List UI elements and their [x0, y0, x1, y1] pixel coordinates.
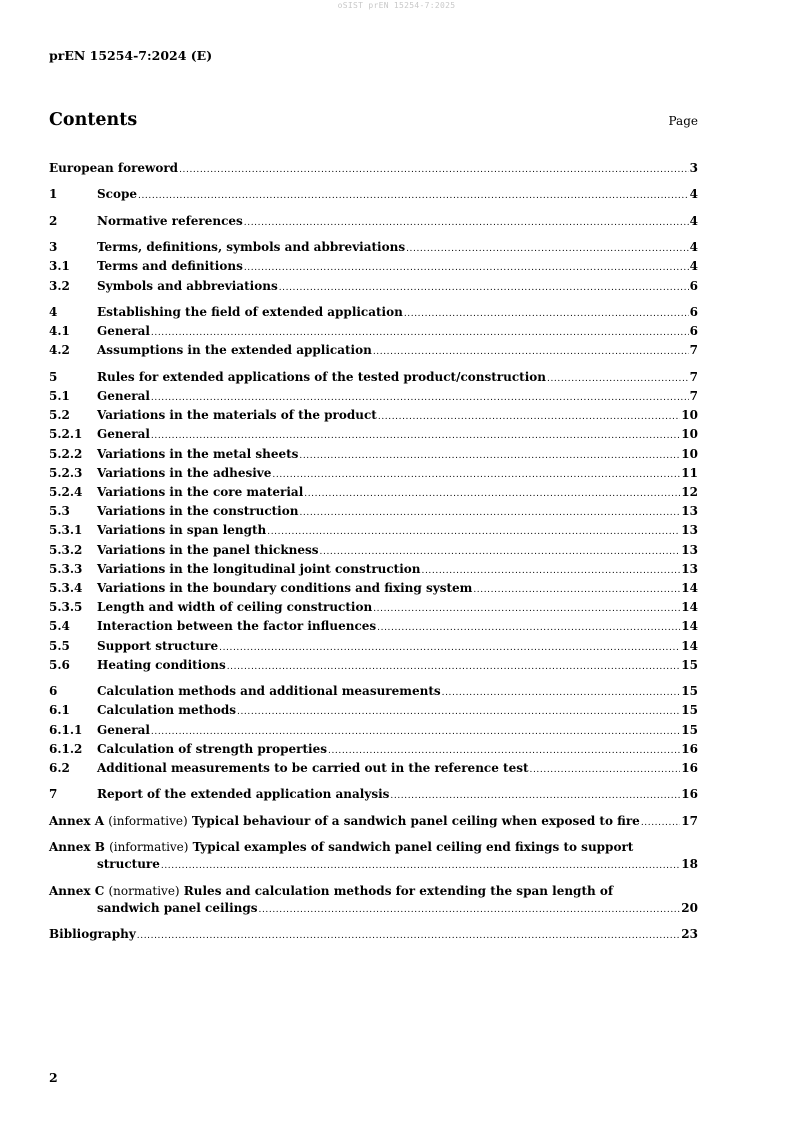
- toc-title: Establishing the field of extended application: [97, 304, 403, 319]
- toc-title: Rules for extended applications of the tested product/construction: [97, 369, 546, 384]
- toc-page: 14: [681, 638, 698, 653]
- toc-entry-5-2-3[interactable]: [49, 465, 698, 484]
- annex-heading: [49, 883, 698, 900]
- toc-page: 23: [681, 927, 698, 942]
- toc-entry-5-5[interactable]: [49, 638, 698, 657]
- toc-title: Assumptions in the extended application: [97, 343, 372, 358]
- toc-page: 12: [681, 484, 698, 499]
- toc-title: Variations in the longitudinal joint construction: [97, 561, 421, 576]
- leader-dots: [299, 505, 680, 522]
- toc-title: Variations in the panel thickness: [97, 542, 319, 557]
- leader-dots: [373, 344, 689, 361]
- toc-number: 5.4: [49, 619, 70, 634]
- toc-title: Variations in the metal sheets: [97, 446, 299, 461]
- toc-page: 18: [681, 857, 698, 872]
- toc-number: 5.5: [49, 638, 70, 653]
- toc-title: General: [97, 722, 150, 737]
- toc-title: Heating conditions: [97, 657, 226, 672]
- leader-dots: [406, 241, 689, 258]
- toc-entry-4-1[interactable]: [49, 323, 698, 342]
- toc-title: Calculation of strength properties: [97, 741, 327, 756]
- leader-dots: [244, 260, 689, 277]
- toc-title: Variations in the core material: [97, 484, 304, 499]
- toc-number: 6.1.2: [49, 741, 83, 756]
- toc-page: 10: [681, 427, 698, 442]
- toc-number: 3.2: [49, 278, 70, 293]
- toc-page: 13: [681, 542, 698, 557]
- toc-page: 4: [689, 259, 698, 274]
- toc-number: 3: [49, 240, 58, 255]
- toc-page: 6: [689, 304, 698, 319]
- toc-number: 5.1: [49, 388, 70, 403]
- toc-entry-6-1-1[interactable]: [49, 722, 698, 741]
- toc-entry-annex-c[interactable]: [49, 883, 698, 919]
- leader-dots: [547, 371, 689, 388]
- toc-entry-5-4[interactable]: [49, 618, 698, 637]
- leader-dots: [279, 280, 689, 297]
- toc-number: 5.6: [49, 657, 70, 672]
- toc-entry-4[interactable]: [49, 304, 698, 323]
- toc-number: 5.3.5: [49, 600, 83, 615]
- toc-number: 5.3.4: [49, 581, 83, 595]
- toc-number: 6.1: [49, 703, 70, 718]
- toc-entry-6-1[interactable]: [49, 702, 698, 721]
- toc-entry-6-2[interactable]: [49, 760, 698, 779]
- toc-page: 14: [681, 619, 698, 634]
- toc-title: General: [97, 427, 150, 442]
- annex-title: Typical behaviour of a sandwich panel ceiling when exposed to fire: [191, 813, 640, 828]
- annex-title-cont: sandwich panel ceilings: [97, 900, 258, 915]
- toc-page: 20: [681, 900, 698, 915]
- toc-page: 3: [689, 161, 698, 175]
- toc-entry-5-3-1[interactable]: [49, 522, 698, 541]
- toc-number: 5: [49, 369, 58, 384]
- toc-entry-3-2[interactable]: [49, 278, 698, 297]
- toc-entry-1[interactable]: [49, 186, 698, 205]
- toc-title: [49, 813, 640, 830]
- toc-page: 15: [681, 703, 698, 718]
- leader-dots: [179, 162, 689, 179]
- toc-number: 6.1.1: [49, 722, 83, 737]
- toc-number: 5.2: [49, 408, 70, 423]
- toc-entry-bibliography[interactable]: [49, 926, 698, 945]
- toc-page: 14: [681, 600, 698, 615]
- toc-number: 5.3: [49, 504, 70, 519]
- toc-title: Bibliography: [49, 927, 136, 942]
- annex-heading: [49, 839, 698, 856]
- toc-title: Calculation methods: [97, 703, 237, 718]
- toc-page: 13: [681, 504, 698, 519]
- toc-page: 6: [689, 324, 698, 339]
- toc-entry-5-1[interactable]: [49, 388, 698, 407]
- toc-number: 3.1: [49, 259, 70, 274]
- annex-label: Annex C: [49, 883, 105, 898]
- toc-page: 4: [689, 240, 698, 255]
- annex-label: Annex B: [49, 840, 105, 855]
- toc-page: 7: [689, 388, 698, 403]
- toc-page: 16: [681, 741, 698, 756]
- toc-entry-3-1[interactable]: [49, 258, 698, 277]
- leader-dots: [151, 724, 680, 741]
- annex-type: (normative): [108, 883, 180, 898]
- toc-number: 1: [49, 187, 58, 202]
- toc-title: General: [97, 324, 150, 339]
- toc-title: Terms and definitions: [97, 259, 243, 274]
- toc-entry-5-3-4[interactable]: [49, 580, 698, 599]
- toc-entry-5-3-2[interactable]: [49, 542, 698, 561]
- toc-entry-annex-b[interactable]: [49, 839, 698, 875]
- leader-dots: [161, 858, 680, 875]
- toc-entry-7[interactable]: [49, 786, 698, 805]
- annex-title: Rules and calculation methods for extending the span length of: [183, 883, 614, 898]
- toc-page: 13: [681, 523, 698, 538]
- leader-dots: [244, 215, 689, 232]
- leader-dots: [404, 306, 689, 323]
- leader-dots: [442, 685, 681, 702]
- toc-number: 2: [49, 213, 58, 228]
- toc-title: European foreword: [49, 161, 179, 175]
- toc-title: Additional measurements to be carried out in the reference test: [97, 761, 529, 776]
- toc-entry-4-2[interactable]: [49, 342, 698, 361]
- leader-dots: [328, 743, 680, 760]
- toc-number: 5.3.1: [49, 523, 83, 538]
- toc-page: 6: [689, 278, 698, 293]
- leader-dots: [272, 467, 680, 484]
- toc-number: 6: [49, 684, 58, 699]
- toc-entry-2[interactable]: [49, 213, 698, 232]
- toc-title: Scope: [97, 187, 138, 202]
- toc-page: 15: [681, 684, 698, 699]
- toc-number: 4: [49, 304, 58, 319]
- annex-label: Annex A: [49, 813, 105, 828]
- leader-dots: [530, 762, 681, 779]
- toc-entry-5-6[interactable]: [49, 657, 698, 676]
- leader-dots: [299, 448, 680, 465]
- toc-number: 5.2.4: [49, 484, 83, 499]
- toc-title: Normative references: [97, 213, 243, 228]
- toc-number: 6.2: [49, 761, 70, 776]
- toc-title: Support structure: [97, 638, 219, 653]
- leader-dots: [137, 928, 681, 945]
- leader-dots: [151, 428, 680, 445]
- page-column-label: Page: [668, 114, 698, 128]
- toc-title: Terms, definitions, symbols and abbreviations: [97, 240, 406, 255]
- toc-page: 13: [681, 561, 698, 576]
- toc-title: Symbols and abbreviations: [97, 278, 278, 293]
- toc-entry-foreword[interactable]: [49, 160, 698, 179]
- annex-type: (informative): [108, 813, 188, 828]
- leader-dots: [641, 815, 680, 832]
- toc-page: 7: [689, 369, 698, 384]
- leader-dots: [267, 524, 680, 541]
- leader-dots: [320, 544, 681, 561]
- toc-entry-5[interactable]: [49, 369, 698, 388]
- toc-entry-5-2-2[interactable]: [49, 446, 698, 465]
- leader-dots: [390, 788, 680, 805]
- toc-entry-5-3-5[interactable]: [49, 599, 698, 618]
- toc-entry-5-2[interactable]: [49, 407, 698, 426]
- toc-page: 17: [681, 813, 698, 828]
- toc-entry-annex-a[interactable]: [49, 813, 698, 832]
- annex-continuation: [49, 856, 698, 875]
- annex-title-cont: structure: [97, 857, 160, 872]
- toc-title: Variations in the construction: [97, 504, 299, 519]
- toc-entry-3[interactable]: [49, 239, 698, 258]
- page-number: 2: [49, 1070, 58, 1085]
- toc-entry-6[interactable]: [49, 683, 698, 702]
- toc-page: 15: [681, 657, 698, 672]
- leader-dots: [138, 188, 689, 205]
- toc-number: 5.2.1: [49, 427, 83, 442]
- toc-page: 4: [689, 213, 698, 228]
- leader-dots: [151, 325, 689, 342]
- leader-dots: [219, 640, 680, 657]
- toc-page: 14: [681, 581, 698, 595]
- leader-dots: [304, 486, 680, 503]
- leader-dots: [378, 409, 680, 426]
- leader-dots: [473, 582, 680, 599]
- table-of-contents: [49, 160, 698, 946]
- toc-page: 16: [681, 761, 698, 776]
- toc-title: Length and width of ceiling construction: [97, 600, 373, 615]
- toc-number: 5.3.2: [49, 542, 83, 557]
- leader-dots: [259, 902, 681, 919]
- leader-dots: [227, 659, 681, 676]
- toc-title: General: [97, 388, 150, 403]
- leader-dots: [237, 704, 680, 721]
- toc-title: Report of the extended application analysis: [97, 787, 390, 802]
- toc-title: Variations in the adhesive: [97, 465, 272, 480]
- toc-page: 10: [681, 408, 698, 423]
- toc-number: 4.1: [49, 324, 70, 339]
- toc-title: Calculation methods and additional measurements: [97, 684, 441, 699]
- leader-dots: [373, 601, 680, 618]
- toc-number: 4.2: [49, 343, 70, 358]
- toc-page: 11: [681, 465, 698, 480]
- page-title: Contents: [49, 110, 138, 130]
- toc-title: Interaction between the factor influences: [97, 619, 377, 634]
- toc-page: 15: [681, 722, 698, 737]
- annex-type: (informative): [109, 840, 189, 855]
- toc-page: 10: [681, 446, 698, 461]
- toc-number: 5.2.3: [49, 465, 83, 480]
- toc-entry-5-2-1[interactable]: [49, 426, 698, 445]
- annex-title: Typical examples of sandwich panel ceiling end fixings to support: [192, 840, 634, 855]
- leader-dots: [151, 390, 689, 407]
- toc-entry-5-2-4[interactable]: [49, 484, 698, 503]
- leader-dots: [377, 620, 680, 637]
- toc-entry-5-3-3[interactable]: [49, 561, 698, 580]
- toc-number: 5.3.3: [49, 561, 83, 576]
- toc-number: 5.2.2: [49, 446, 83, 461]
- watermark: oSIST prEN 15254-7:2025: [337, 1, 456, 10]
- toc-number: 7: [49, 787, 58, 802]
- annex-continuation: [49, 900, 698, 919]
- toc-title: Variations in the boundary conditions and fixing system: [97, 581, 473, 595]
- toc-title: Variations in the materials of the product: [97, 408, 377, 423]
- toc-page: 4: [689, 187, 698, 202]
- toc-page: 7: [689, 343, 698, 358]
- toc-title: Variations in span length: [97, 523, 267, 538]
- leader-dots: [422, 563, 681, 580]
- toc-page: 16: [681, 787, 698, 802]
- toc-entry-5-3[interactable]: [49, 503, 698, 522]
- toc-entry-6-1-2[interactable]: [49, 741, 698, 760]
- document-id: prEN 15254-7:2024 (E): [49, 48, 213, 63]
